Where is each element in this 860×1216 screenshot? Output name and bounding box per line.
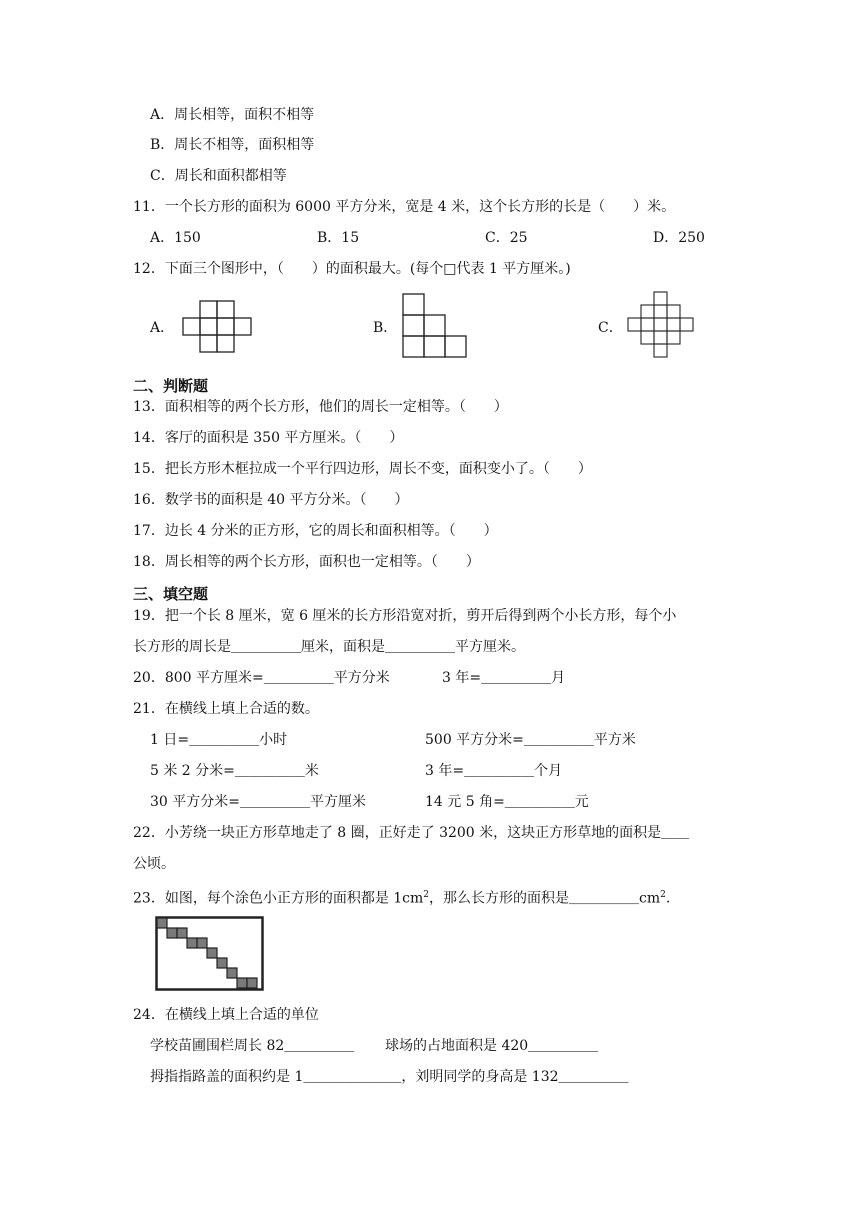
q23-staircase-rectangle [155,916,265,992]
q21-r1-left: 1 日=＿＿＿＿＿小时 [150,732,288,748]
q13: 13．面积相等的两个长方形，他们的周长一定相等。（ ） [133,399,508,415]
q10-option-a: A．周长相等，面积不相等 [150,107,315,123]
q22-line1: 22．小芳绕一块正方形草地走了 8 圈，正好走了 3200 米，这块正方形草地的面积是＿＿ [133,825,690,841]
q11-option-a: A．150 [150,230,201,246]
q21-r2-right: 3 年=＿＿＿＿＿个月 [425,763,563,779]
q20-right: 3 年=＿＿＿＿＿月 [442,670,566,686]
q10-option-c: C．周长和面积都相等 [150,168,287,184]
q12-label-c: C． [598,320,623,336]
section-title-judge: 二、判断题 [133,377,209,395]
q19-line1: 19．把一个长 8 厘米，宽 6 厘米的长方形沿宽对折，剪开后得到两个小长方形，每个小 [133,608,677,624]
q21-stem: 21．在横线上填上合适的数。 [133,701,319,717]
q11-option-d: D．250 [653,230,705,246]
q21-r3-left: 30 平方分米=＿＿＿＿＿平方厘米 [150,794,366,810]
q21-r1-right: 500 平方分米=＿＿＿＿＿平方米 [425,732,636,748]
q23-stem: 23．如图，每个涂色小正方形的面积都是 $1cm^2$，那么长方形的面积是$\_\_\_\_\_cm^2$. [133,890,671,907]
q12-stem: 12．下面三个图形中，（ ）的面积最大。(每个□代表 1 平方厘米。) [133,261,571,277]
q24-line1-b: 球场的占地面积是 420＿＿＿＿＿ [385,1038,599,1054]
q16: 16．数学书的面积是 40 平方分米。（ ） [133,492,409,508]
q24-line2: 拇指指路盖的面积约是 1＿＿＿＿＿＿＿，刘明同学的身高是 132＿＿＿＿＿ [150,1069,629,1085]
q11-option-c: C．25 [485,230,528,246]
q12-label-a: A． [150,320,175,336]
q17: 17．边长 4 分米的正方形，它的周长和面积相等。（ ） [133,523,498,539]
q12-figure-c [627,291,699,363]
q21-r2-left: 5 米 2 分米=＿＿＿＿＿米 [150,763,319,779]
q22-line2: 公顷。 [133,856,175,872]
q10-option-b: B．周长不相等，面积相等 [150,137,315,153]
q15: 15．把长方形木框拉成一个平行四边形，周长不变，面积变小了。（ ） [133,461,592,477]
q12-label-b: B． [373,320,398,336]
q18: 18．周长相等的两个长方形，面积也一定相等。（ ） [133,554,480,570]
q11-option-b: B．15 [317,230,360,246]
q24-line1-a: 学校苗圃围栏周长 82＿＿＿＿＿ [150,1038,355,1054]
q21-r3-right: 14 元 5 角=＿＿＿＿＿元 [425,794,589,810]
q14: 14．客厅的面积是 350 平方厘米。（ ） [133,430,404,446]
q24-stem: 24．在横线上填上合适的单位 [133,1007,319,1023]
q20-left: 20．800 平方厘米=＿＿＿＿＿平方分米 [133,670,390,686]
q12-figure-a [182,300,254,356]
q19-line2: 长方形的周长是＿＿＿＿＿厘米，面积是＿＿＿＿＿平方厘米。 [133,639,525,655]
q12-figure-b [402,293,470,359]
q11-stem: 11．一个长方形的面积为 6000 平方分米，宽是 4 米，这个长方形的长是（ ）米。 [133,199,676,215]
section-title-fill: 三、填空题 [133,585,209,603]
